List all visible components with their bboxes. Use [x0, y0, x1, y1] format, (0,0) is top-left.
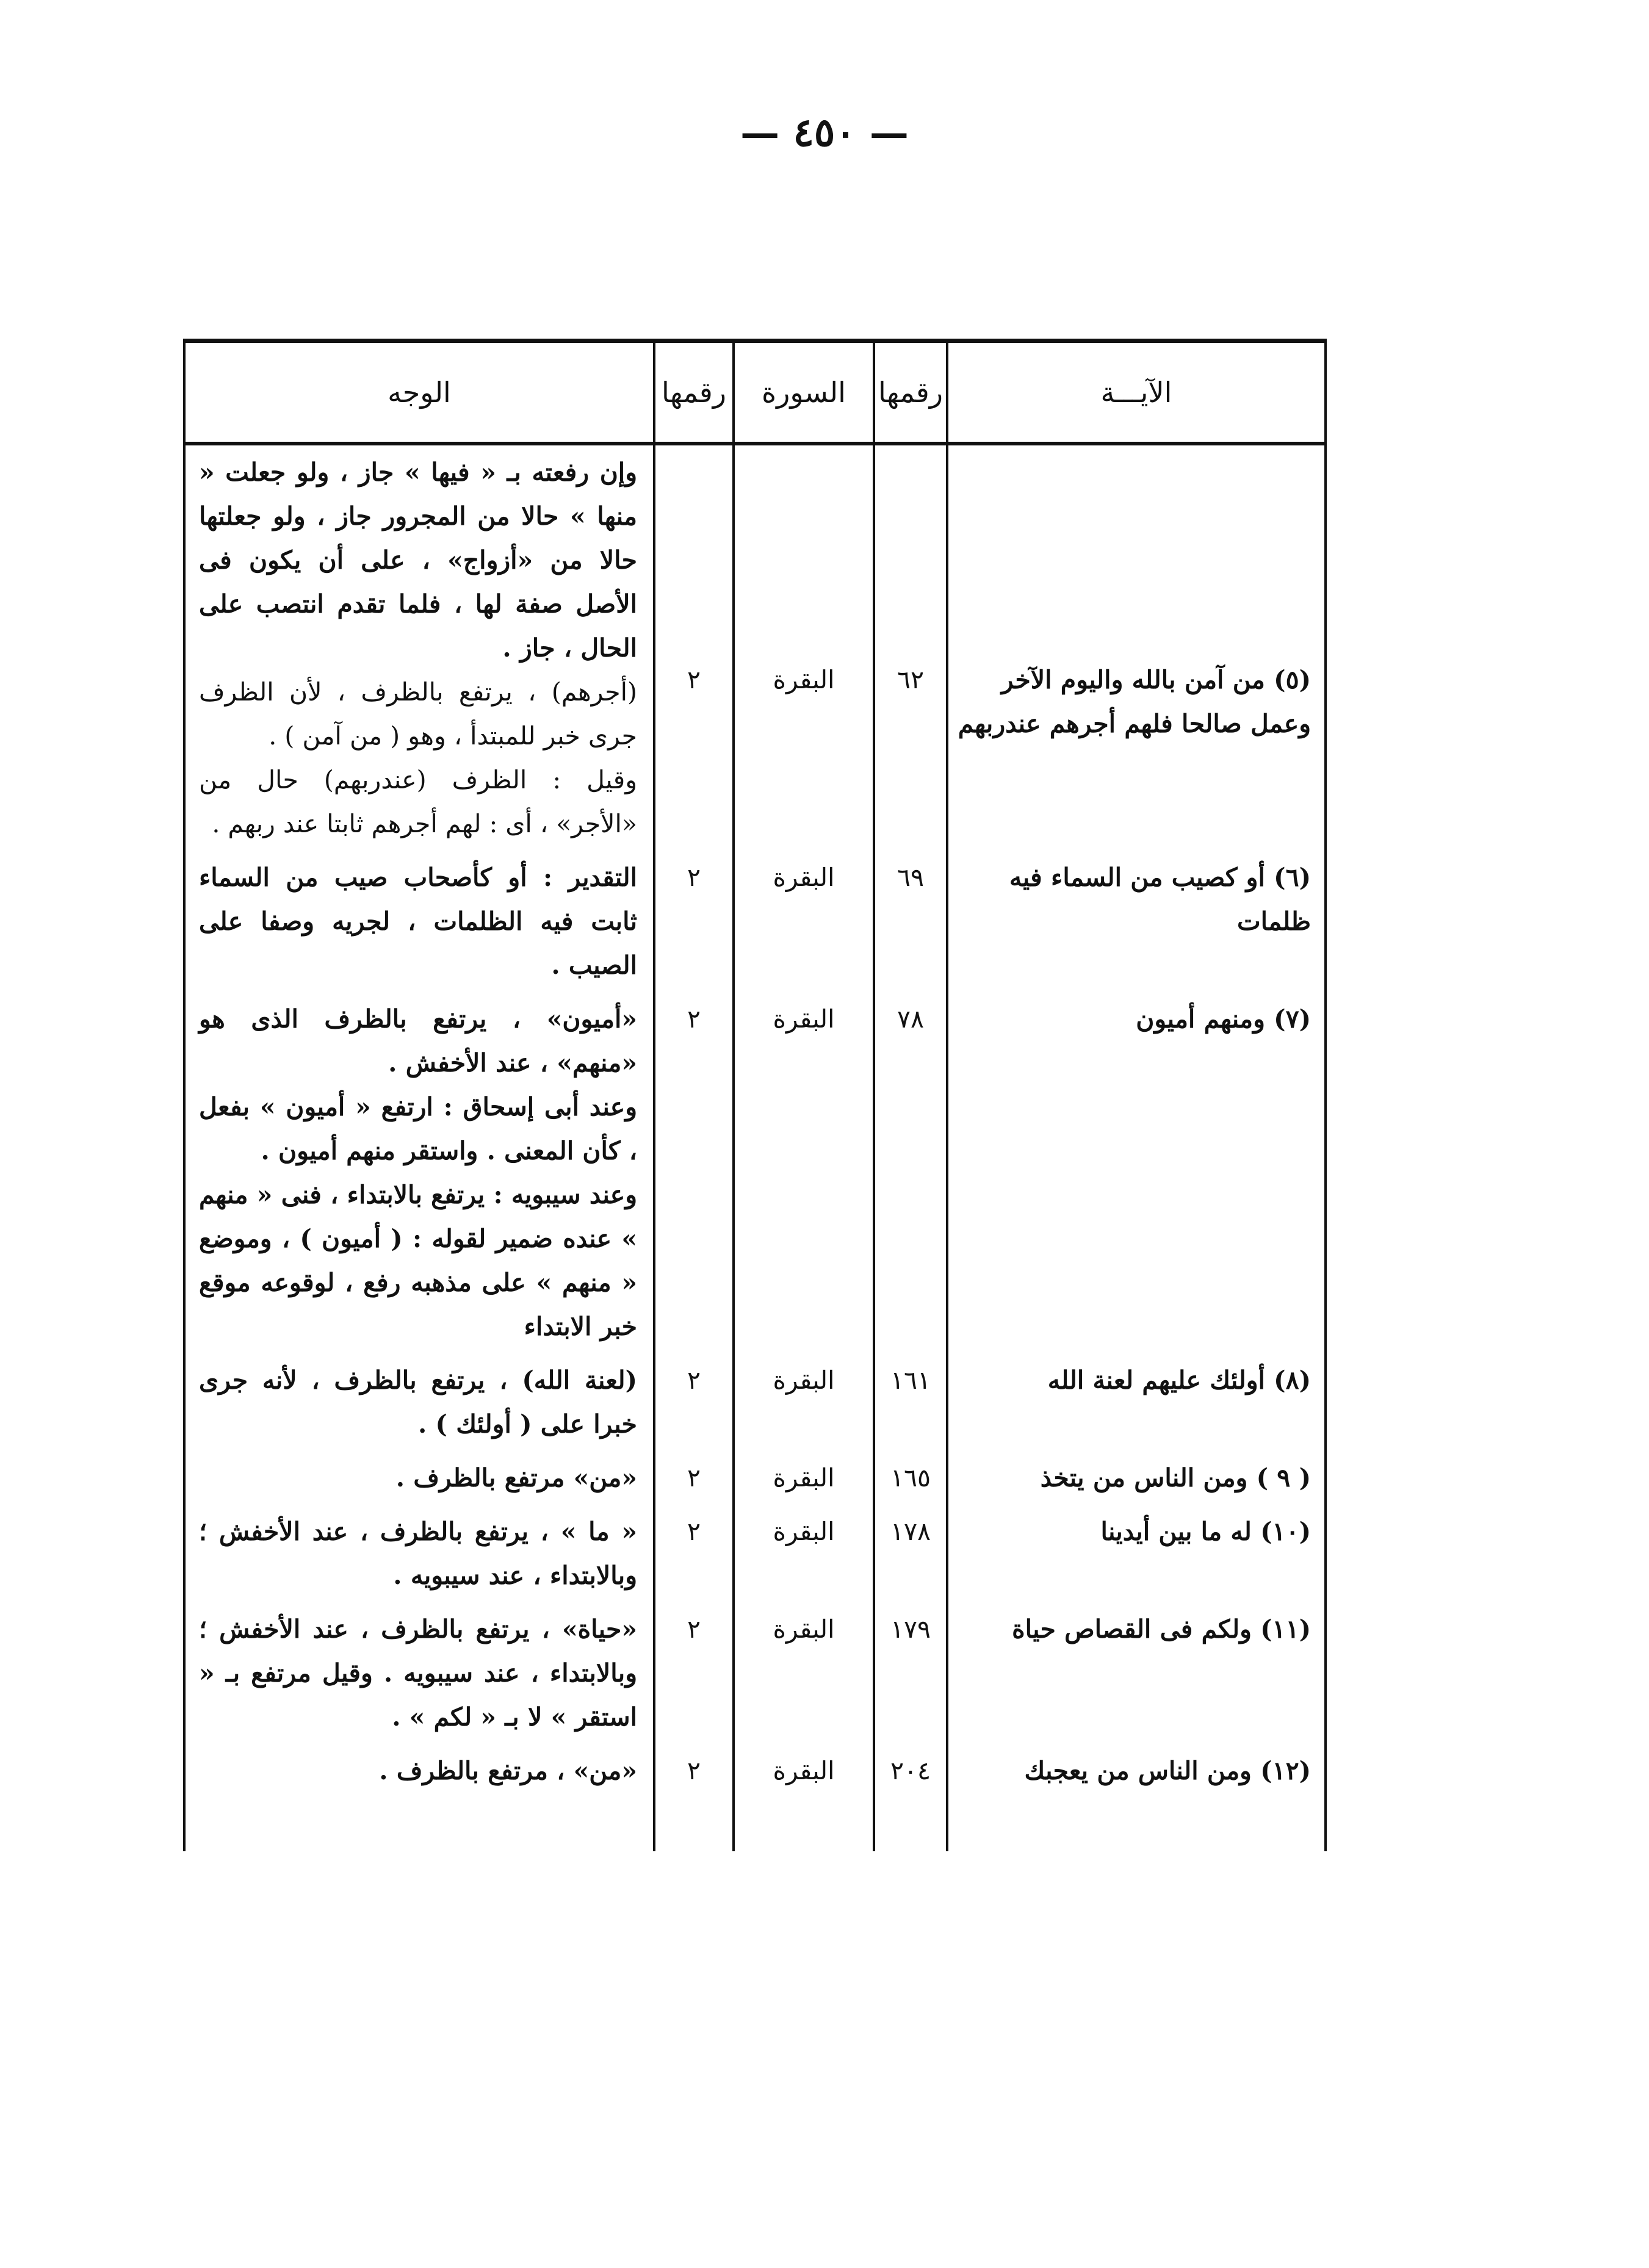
sura-number-cell: ٢ — [654, 1602, 734, 1744]
verse-number: ٦٢ — [897, 665, 925, 694]
explanation-line: «من» ، مرتفع بالظرف . — [379, 1756, 637, 1785]
header-sura-number: رقمها — [654, 341, 734, 444]
verse-number-cell: ١٦٥ — [874, 1451, 947, 1505]
explanation-line: «من» مرتفع بالظرف . — [395, 1463, 637, 1492]
verse-cell: (٦) أو كصيب من السماء فيه ظلمات — [947, 851, 1326, 992]
explanation-line: وقيل : الظرف (عندربهم) حال من «الأجر» ، أى : لهم أجرهم ثابتا عند ربهم . — [199, 765, 637, 838]
explanation-line: وإن رفعته بـ « فيها » جاز ، ولو جعلت « منها » حالا من المجرور جاز ، ولو جعلتها حالا من «أزواج» ، على أن يكون فى الأصل صفة لها ، فلما تقدم انتصب على الحال ، جاز . — [199, 458, 637, 663]
verse-number-cell: ٦٩ — [874, 851, 947, 992]
explanation-cell — [184, 992, 654, 1353]
explanation-line: «أميون» ، يرتفع بالظرف الذى هو «منهم» ، عند الأخفش . — [199, 1004, 637, 1078]
verse-cell: (١٠) له ما بين أيدينا — [947, 1505, 1326, 1602]
table-row — [184, 851, 1326, 992]
explanation-line: وعند أبى إسحاق : ارتفع « أميون » بفعل ، كأن المعنى . واستقر منهم أميون . — [199, 1092, 637, 1165]
sura-cell: البقرة — [734, 1602, 874, 1744]
table-row — [184, 1744, 1326, 1851]
sura-cell — [734, 444, 874, 851]
table-row — [184, 1505, 1326, 1602]
explanation-line: وعند سيبويه : يرتفع بالابتداء ، فنى « منهم » عنده ضمير لقوله : ( أميون ) ، وموضع « منهم » على مذهبه رفع ، لوقوعه موقع خبر الابتداء — [199, 1180, 637, 1341]
header-verse-number: رقمها — [874, 341, 947, 444]
verse-cell: (١١) ولكم فى القصاص حياة — [947, 1602, 1326, 1744]
explanation-cell — [184, 851, 654, 992]
sura-number-cell: ٢ — [654, 992, 734, 1353]
table-row — [184, 1602, 1326, 1744]
sura-number-cell: ٢ — [654, 1505, 734, 1602]
header-explanation: الوجه — [184, 341, 654, 444]
explanation-line: (لعنة الله) ، يرتفع بالظرف ، لأنه جرى خبرا على ( أولئك ) . — [199, 1366, 637, 1439]
explanation-cell — [184, 1353, 654, 1451]
explanation-line: (أجرهم) ، يرتفع بالظرف ، لأن الظرف جرى خبر للمبتدأ ، وهو ( من آمن ) . — [199, 677, 637, 751]
sura-number-cell: ٢ — [654, 1451, 734, 1505]
sura-cell: البقرة — [734, 1744, 874, 1851]
header-verse: الآيـــة — [947, 341, 1326, 444]
verse-cell — [947, 444, 1326, 851]
explanation-line: التقدير : أو كأصحاب صيب من السماء ثابت فيه الظلمات ، لجريه وصفا على الصيب . — [199, 863, 637, 980]
explanation-cell — [184, 1744, 654, 1851]
table-row — [184, 992, 1326, 1353]
sura-cell: البقرة — [734, 851, 874, 992]
verse-cell: (٧) ومنهم أميون — [947, 992, 1326, 1353]
explanation-cell — [184, 1505, 654, 1602]
explanation-line: «حياة» ، يرتفع بالظرف ، عند الأخفش ؛ وبالابتداء ، عند سيبويه . وقيل مرتفع بـ « استقر » لا بـ « لكم » . — [199, 1615, 637, 1732]
verse-number-cell: ١٦١ — [874, 1353, 947, 1451]
page-number: — ٤٥٠ — — [740, 110, 909, 156]
verse-cell: (١٢) ومن الناس من يعجبك — [947, 1744, 1326, 1851]
sura-cell: البقرة — [734, 1353, 874, 1451]
header-sura: السورة — [734, 341, 874, 444]
verse-number-cell — [874, 444, 947, 851]
sura-name: البقرة — [773, 665, 835, 694]
sura-number-cell: ٢ — [654, 851, 734, 992]
table-row — [184, 1451, 1326, 1505]
table-row — [184, 1353, 1326, 1451]
verse-number-cell: ١٧٨ — [874, 1505, 947, 1602]
verse-cell: (٨) أولئك عليهم لعنة الله — [947, 1353, 1326, 1451]
explanation-cell — [184, 1451, 654, 1505]
sura-number-cell: ٢ — [654, 1744, 734, 1851]
sura-number-cell — [654, 444, 734, 851]
verse-number-cell: ٢٠٤ — [874, 1744, 947, 1851]
verse-cell: ( ٩ ) ومن الناس من يتخذ — [947, 1451, 1326, 1505]
sura-cell: البقرة — [734, 1505, 874, 1602]
sura-cell: البقرة — [734, 992, 874, 1353]
table-header-row — [184, 341, 1326, 444]
explanation-cell — [184, 444, 654, 851]
verse-number-cell: ٧٨ — [874, 992, 947, 1353]
grammar-table — [183, 339, 1327, 1851]
verse-text: (٥) من آمن بالله واليوم الآخر وعمل صالحا فلهم أجرهم عندربهم — [958, 665, 1311, 738]
sura-cell: البقرة — [734, 1451, 874, 1505]
sura-number-cell: ٢ — [654, 1353, 734, 1451]
table-row — [184, 444, 1326, 851]
sura-number: ٢ — [687, 665, 701, 694]
explanation-cell — [184, 1602, 654, 1744]
verse-number-cell: ١٧٩ — [874, 1602, 947, 1744]
explanation-line: « ما » ، يرتفع بالظرف ، عند الأخفش ؛ وبالابتداء ، عند سيبويه . — [199, 1517, 637, 1590]
